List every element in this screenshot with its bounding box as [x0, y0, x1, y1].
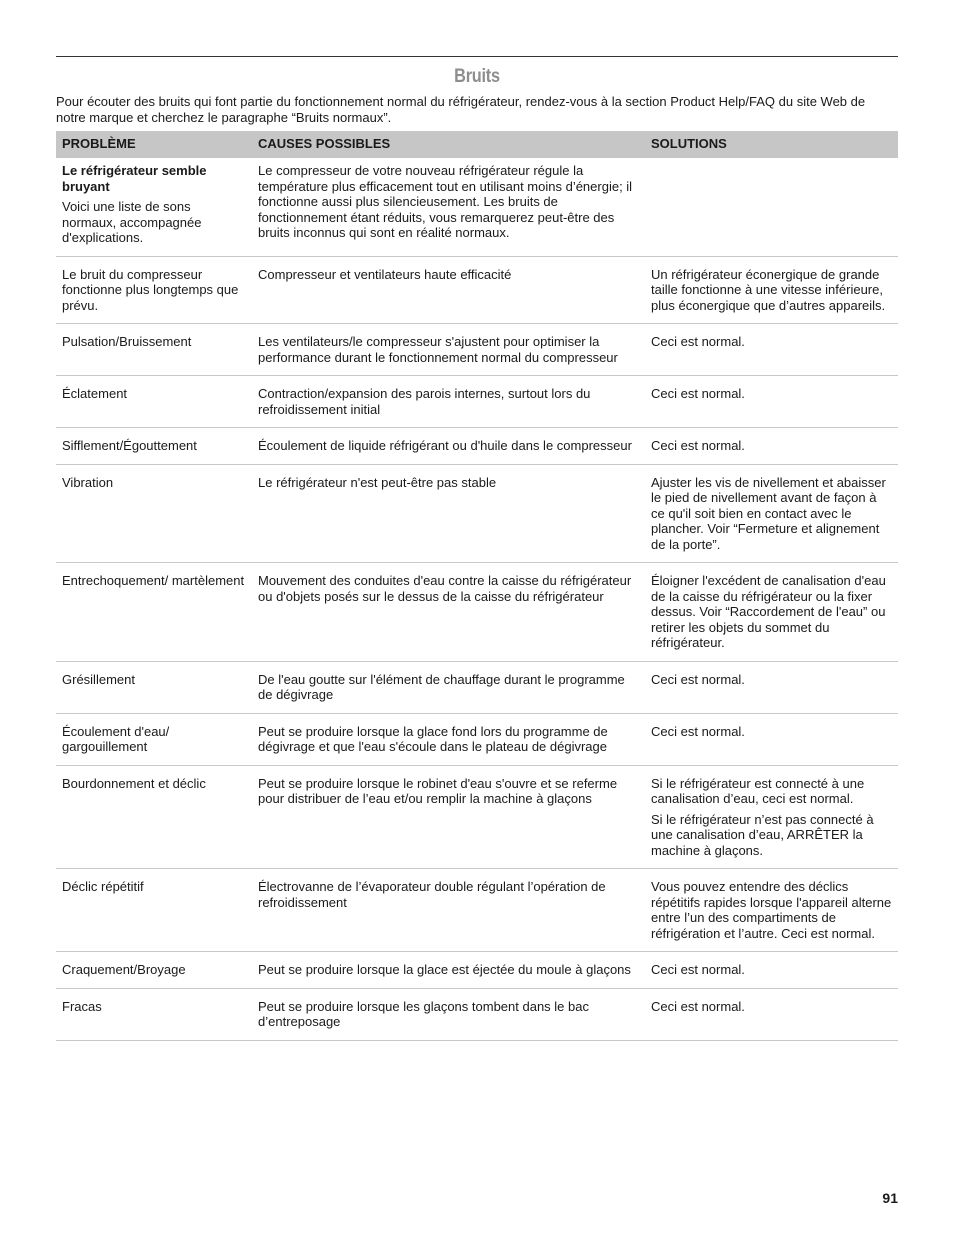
- solution-cell: Ceci est normal.: [645, 988, 898, 1040]
- problem-cell: [56, 158, 252, 256]
- header-problem: PROBLÈME: [56, 131, 252, 158]
- cause-cell: Le réfrigérateur n'est peut-être pas stable: [252, 464, 645, 563]
- solution-paragraph: Si le réfrigérateur est connecté à une canalisation d’eau, ceci est normal.: [651, 775, 865, 806]
- cause-cell: Peut se produire lorsque la glace fond lors du programme de dégivrage et que l'eau s'écoule dans le plateau de dégivrage: [252, 713, 645, 765]
- cause-cell: Les ventilateurs/le compresseur s'ajustent pour optimiser la performance durant le fonctionnement normal du compresseur: [252, 324, 645, 376]
- table-header-row: [56, 131, 898, 158]
- problem-cell: Vibration: [56, 464, 252, 563]
- cause-cell: Le compresseur de votre nouveau réfrigérateur régule la température plus efficacement tout en utilisant moins d’énergie; il fonctionne aussi plus silencieusement. Les bruits de fonctionnement étant réduits, vous remarquerez peut-être des bruits inconnus qui sont en réalité normaux.: [252, 158, 645, 256]
- table-row: [56, 563, 898, 662]
- problem-description: Voici une liste de sons normaux, accompagnée d'explications.: [62, 199, 202, 245]
- solution-cell: [645, 765, 898, 869]
- table-row: [56, 464, 898, 563]
- solution-cell: Ceci est normal.: [645, 952, 898, 989]
- solution-cell: Vous pouvez entendre des déclics répétitifs rapides lorsque l'appareil alterne entre l’un des compartiments de réfrigération et l’autre. Ceci est normal.: [645, 869, 898, 952]
- troubleshooting-table: [56, 131, 898, 1041]
- problem-cell: Fracas: [56, 988, 252, 1040]
- section-title: Bruits: [454, 66, 500, 87]
- problem-cell: Pulsation/Bruissement: [56, 324, 252, 376]
- table-row: [56, 376, 898, 428]
- problem-cell: Déclic répétitif: [56, 869, 252, 952]
- intro-paragraph: Pour écouter des bruits qui font partie du fonctionnement normal du réfrigérateur, rendez-vous à la section Product Help/FAQ du site Web de notre marque et cherchez le paragraphe “Bruits normaux”.: [56, 94, 866, 125]
- problem-cell: Sifflement/Égouttement: [56, 428, 252, 465]
- solution-paragraph-2: Si le réfrigérateur n’est pas connecté à une canalisation d’eau, ARRÊTER la machine à glaçons.: [651, 811, 874, 858]
- solution-cell: Ceci est normal.: [645, 713, 898, 765]
- cause-cell: Mouvement des conduites d'eau contre la caisse du réfrigérateur ou d'objets posés sur le dessus de la caisse du réfrigérateur: [252, 563, 645, 662]
- table-row: [56, 428, 898, 465]
- solution-cell: Ceci est normal.: [645, 661, 898, 713]
- table-row: [56, 661, 898, 713]
- cause-cell: Compresseur et ventilateurs haute efficacité: [252, 256, 645, 324]
- header-solutions: SOLUTIONS: [645, 131, 898, 158]
- top-rule: [56, 56, 898, 57]
- solution-cell: Ceci est normal.: [645, 428, 898, 465]
- cause-cell: Peut se produire lorsque la glace est éjectée du moule à glaçons: [252, 952, 645, 989]
- problem-cell: Éclatement: [56, 376, 252, 428]
- cause-cell: Électrovanne de l’évaporateur double régulant l’opération de refroidissement: [252, 869, 645, 952]
- table-row: [56, 713, 898, 765]
- table-row: [56, 765, 898, 869]
- cause-cell: Peut se produire lorsque le robinet d'eau s'ouvre et se referme pour distribuer de l’eau et/ou remplir la machine à glaçons: [252, 765, 645, 869]
- cause-cell: Peut se produire lorsque les glaçons tombent dans le bac d’entreposage: [252, 988, 645, 1040]
- problem-title: Le réfrigérateur semble bruyant: [62, 163, 207, 194]
- page-number: 91: [882, 1190, 898, 1206]
- header-causes: CAUSES POSSIBLES: [252, 131, 645, 158]
- cause-cell: Écoulement de liquide réfrigérant ou d'huile dans le compresseur: [252, 428, 645, 465]
- table-row: [56, 952, 898, 989]
- cause-cell: Contraction/expansion des parois internes, surtout lors du refroidissement initial: [252, 376, 645, 428]
- table-row: [56, 988, 898, 1040]
- problem-cell: Entrechoquement/ martèlement: [56, 563, 252, 662]
- solution-cell: Éloigner l'excédent de canalisation d'eau de la caisse du réfrigérateur ou la fixer dessus. Voir “Raccordement de l'eau” ou retirer les objets du sommet du réfrigérateur.: [645, 563, 898, 662]
- problem-cell: Écoulement d'eau/ gargouillement: [56, 713, 252, 765]
- solution-cell: Ceci est normal.: [645, 324, 898, 376]
- problem-cell: Bourdonnement et déclic: [56, 765, 252, 869]
- table-row: [56, 256, 898, 324]
- cause-cell: De l'eau goutte sur l'élément de chauffage durant le programme de dégivrage: [252, 661, 645, 713]
- problem-cell: Craquement/Broyage: [56, 952, 252, 989]
- table-row: [56, 324, 898, 376]
- solution-cell: Ceci est normal.: [645, 376, 898, 428]
- solution-cell: Ajuster les vis de nivellement et abaisser le pied de nivellement avant de façon à ce qu'il soit bien en contact avec le plancher. Voir “Fermeture et alignement de la porte”.: [645, 464, 898, 563]
- table-row: [56, 158, 898, 256]
- problem-cell: Le bruit du compresseur fonctionne plus longtemps que prévu.: [56, 256, 252, 324]
- solution-cell: Un réfrigérateur éconergique de grande taille fonctionne à une vitesse inférieure, plus éconergique que d’autres appareils.: [645, 256, 898, 324]
- problem-cell: Grésillement: [56, 661, 252, 713]
- solution-cell: [645, 158, 898, 256]
- table-row: [56, 869, 898, 952]
